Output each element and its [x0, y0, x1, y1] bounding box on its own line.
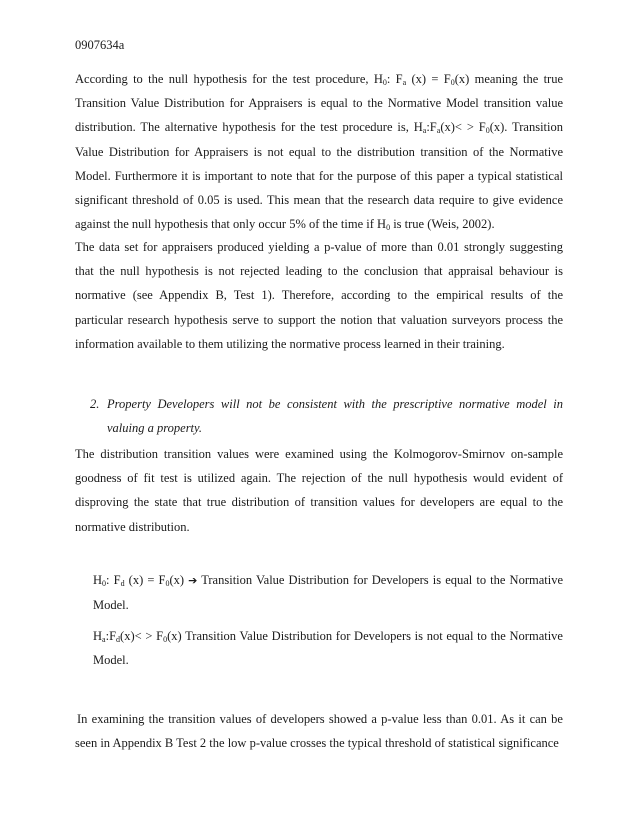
- null-hypothesis-developers: $H_0$: $F_d$ $(x) = F_0(x)$ ➔ Transition Value Distribution for Developers is equal to the Normative Model.: [93, 573, 563, 613]
- paragraph-null-hypothesis-appraisers: According to the null hypothesis for the test procedure, $H_0$: $F_a$ $(x) = F_0(x)$ meaning the true Transition Value Distribution for Appraisers is equal to the Normative Model transition value distribution. The alternative hypothesis for the test procedure is, $H_a:F_a(x)< > F_0(x)$. Transition Value Distribution for Appraisers is not equal to the distribution transition of the Normative Model. Furthermore it is important to note that for the purpose of this paper a typical statistical significant threshold of 0.05 is used. This mean that the research data require to give evidence against the null hypothesis that only occur 5% of the time if $H_0$ is true (Weis, 2002).: [75, 72, 564, 233]
- paragraph-developers-result: In examining the transition values of developers showed a p-value less than 0.01. As it can be seen in Appendix B Test 2 the low p-value crosses the typical threshold of statistical significance: [75, 712, 563, 751]
- right-arrow-icon: ➔: [188, 574, 198, 587]
- list-item-number: 2.: [90, 397, 100, 411]
- paragraph-appraisers-result: The data set for appraisers produced yielding a p-value of more than 0.01 strongly suggesting that the null hypothesis is not rejected leading to the conclusion that appraisal behaviour is normative (see Appendix B, Test 1). Therefore, according to the empirical results of the particular research hypothesis serve to support the notion that valuation surveyors process the information available to them utilizing the normative process learned in their training.: [75, 240, 563, 351]
- list-item-hypothesis-2: [90, 392, 563, 440]
- alternative-hypothesis-developers: $H_a:F_d(x)< > F_0(x)$ Transition Value Distribution for Developers is not equal to the Normative Model.: [93, 629, 563, 668]
- list-item-text: Property Developers will not be consistent with the prescriptive normative model in valuing a property.: [107, 397, 563, 436]
- page-header-id: 0907634a: [75, 38, 125, 52]
- paragraph-ks-test-developers: The distribution transition values were examined using the Kolmogorov-Smirnov on-sample goodness of fit test is utilized again. The rejection of the null hypothesis would evident of disproving the state that true distribution of transition values for developers are equal to the normative distribution.: [75, 447, 563, 534]
